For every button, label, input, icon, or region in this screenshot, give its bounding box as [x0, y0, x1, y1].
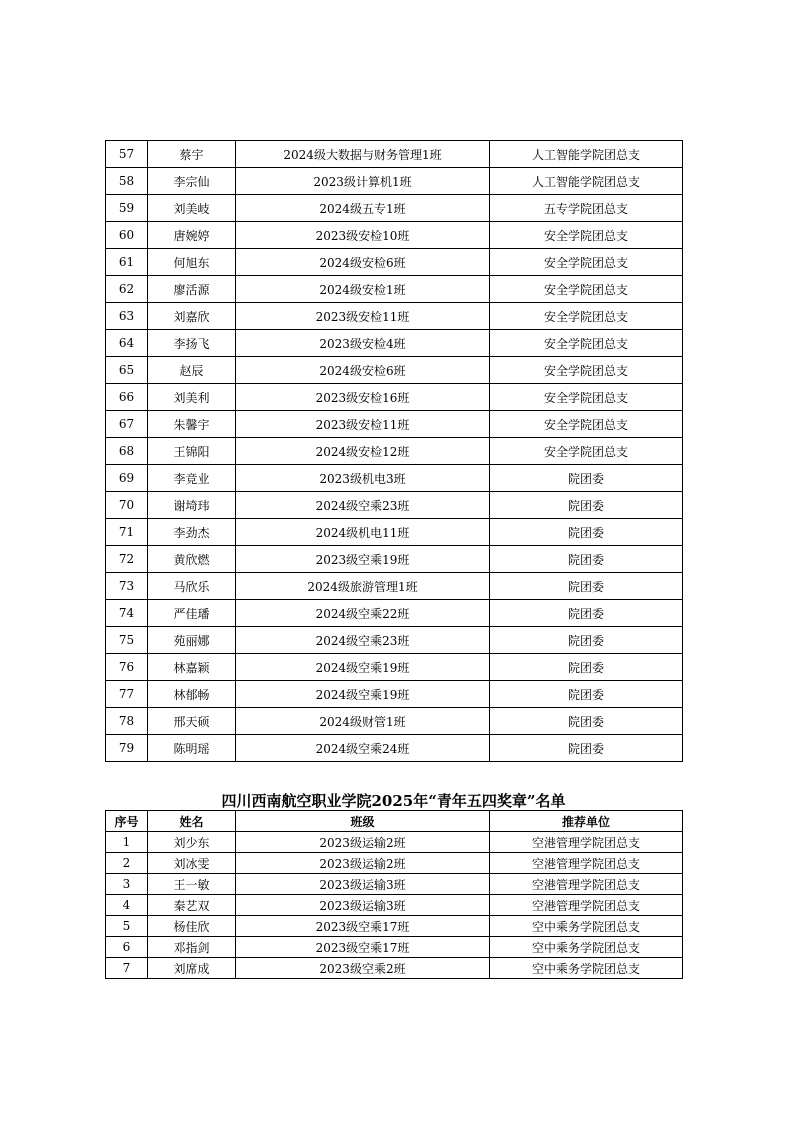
- cell-recommender: 院团委: [490, 573, 683, 600]
- table-row: [106, 519, 683, 546]
- cell-recommender: 院团委: [490, 627, 683, 654]
- cell-class: 2023级安检16班: [236, 384, 490, 411]
- cell-name: 廖活源: [148, 276, 236, 303]
- cell-class: 2023级运输3班: [236, 874, 490, 895]
- youth-may-fourth-medal-table: [105, 810, 683, 979]
- header-index: 序号: [106, 811, 148, 832]
- cell-class: 2024级空乘19班: [236, 681, 490, 708]
- cell-class: 2023级安检11班: [236, 303, 490, 330]
- cell-recommender: 人工智能学院团总支: [490, 141, 683, 168]
- table-row: [106, 438, 683, 465]
- cell-recommender: 五专学院团总支: [490, 195, 683, 222]
- cell-recommender: 院团委: [490, 546, 683, 573]
- cell-index: 3: [106, 874, 148, 895]
- cell-name: 邢天硕: [148, 708, 236, 735]
- cell-class: 2024级空乘22班: [236, 600, 490, 627]
- cell-recommender: 空中乘务学院团总支: [490, 937, 683, 958]
- cell-index: 7: [106, 958, 148, 979]
- table-row: [106, 853, 683, 874]
- table-row: [106, 832, 683, 853]
- table-row: [106, 195, 683, 222]
- cell-index: 78: [106, 708, 148, 735]
- table-body: [106, 141, 683, 762]
- cell-class: 2023级空乘17班: [236, 937, 490, 958]
- cell-recommender: 人工智能学院团总支: [490, 168, 683, 195]
- cell-class: 2023级计算机1班: [236, 168, 490, 195]
- cell-index: 77: [106, 681, 148, 708]
- cell-class: 2024级安检12班: [236, 438, 490, 465]
- cell-name: 邓指剑: [148, 937, 236, 958]
- section-title: 四川西南航空职业学院2025年“青年五四奖章”名单: [221, 792, 566, 810]
- cell-class: 2023级安检4班: [236, 330, 490, 357]
- cell-recommender: 安全学院团总支: [490, 384, 683, 411]
- cell-name: 王锦阳: [148, 438, 236, 465]
- cell-name: 陈明瑶: [148, 735, 236, 762]
- table-header-row: [106, 811, 683, 832]
- cell-name: 杨佳欣: [148, 916, 236, 937]
- cell-name: 刘冰雯: [148, 853, 236, 874]
- cell-recommender: 安全学院团总支: [490, 357, 683, 384]
- cell-recommender: 安全学院团总支: [490, 438, 683, 465]
- cell-index: 79: [106, 735, 148, 762]
- cell-class: 2024级安检1班: [236, 276, 490, 303]
- table-row: [106, 357, 683, 384]
- table-row: [106, 916, 683, 937]
- cell-name: 李宗仙: [148, 168, 236, 195]
- cell-name: 刘美利: [148, 384, 236, 411]
- cell-name: 林嘉颖: [148, 654, 236, 681]
- cell-index: 68: [106, 438, 148, 465]
- cell-index: 63: [106, 303, 148, 330]
- award-list-table-continued: [105, 140, 683, 762]
- cell-recommender: 院团委: [490, 681, 683, 708]
- table-row: [106, 654, 683, 681]
- cell-index: 73: [106, 573, 148, 600]
- cell-recommender: 院团委: [490, 492, 683, 519]
- cell-index: 69: [106, 465, 148, 492]
- table-row: [106, 600, 683, 627]
- cell-class: 2023级安检10班: [236, 222, 490, 249]
- cell-index: 59: [106, 195, 148, 222]
- cell-index: 62: [106, 276, 148, 303]
- cell-index: 66: [106, 384, 148, 411]
- table-row: [106, 330, 683, 357]
- cell-name: 黄欣燃: [148, 546, 236, 573]
- cell-index: 76: [106, 654, 148, 681]
- cell-name: 蔡宇: [148, 141, 236, 168]
- cell-recommender: 安全学院团总支: [490, 276, 683, 303]
- cell-recommender: 空中乘务学院团总支: [490, 916, 683, 937]
- cell-class: 2024级空乘19班: [236, 654, 490, 681]
- cell-class: 2024级安检6班: [236, 357, 490, 384]
- cell-name: 李竞业: [148, 465, 236, 492]
- cell-class: 2024级空乘24班: [236, 735, 490, 762]
- cell-class: 2024级机电11班: [236, 519, 490, 546]
- cell-recommender: 空港管理学院团总支: [490, 832, 683, 853]
- cell-recommender: 院团委: [490, 600, 683, 627]
- cell-name: 严佳璠: [148, 600, 236, 627]
- cell-name: 林郁畅: [148, 681, 236, 708]
- table-row: [106, 937, 683, 958]
- table-row: [106, 492, 683, 519]
- header-class: 班级: [236, 811, 490, 832]
- cell-recommender: 安全学院团总支: [490, 411, 683, 438]
- cell-class: 2023级运输2班: [236, 853, 490, 874]
- cell-index: 64: [106, 330, 148, 357]
- cell-index: 6: [106, 937, 148, 958]
- cell-recommender: 空港管理学院团总支: [490, 853, 683, 874]
- cell-class: 2023级安检11班: [236, 411, 490, 438]
- table-row: [106, 573, 683, 600]
- cell-name: 刘嘉欣: [148, 303, 236, 330]
- cell-index: 1: [106, 832, 148, 853]
- cell-class: 2024级空乘23班: [236, 492, 490, 519]
- cell-recommender: 空中乘务学院团总支: [490, 958, 683, 979]
- cell-recommender: 安全学院团总支: [490, 330, 683, 357]
- table-row: [106, 249, 683, 276]
- header-recommender: 推荐单位: [490, 811, 683, 832]
- table-row: [106, 465, 683, 492]
- table-row: [106, 895, 683, 916]
- cell-index: 74: [106, 600, 148, 627]
- table-row: [106, 735, 683, 762]
- cell-class: 2023级运输3班: [236, 895, 490, 916]
- table-row: [106, 708, 683, 735]
- cell-name: 秦艺双: [148, 895, 236, 916]
- cell-class: 2023级运输2班: [236, 832, 490, 853]
- cell-class: 2023级空乘19班: [236, 546, 490, 573]
- cell-index: 67: [106, 411, 148, 438]
- cell-recommender: 院团委: [490, 465, 683, 492]
- cell-name: 唐婉婷: [148, 222, 236, 249]
- cell-recommender: 空港管理学院团总支: [490, 895, 683, 916]
- cell-recommender: 安全学院团总支: [490, 249, 683, 276]
- table-row: [106, 411, 683, 438]
- cell-recommender: 安全学院团总支: [490, 222, 683, 249]
- cell-class: 2023级机电3班: [236, 465, 490, 492]
- cell-class: 2024级空乘23班: [236, 627, 490, 654]
- cell-class: 2023级空乘2班: [236, 958, 490, 979]
- cell-name: 李扬飞: [148, 330, 236, 357]
- cell-name: 马欣乐: [148, 573, 236, 600]
- cell-index: 70: [106, 492, 148, 519]
- cell-index: 57: [106, 141, 148, 168]
- cell-class: 2023级空乘17班: [236, 916, 490, 937]
- cell-index: 60: [106, 222, 148, 249]
- cell-class: 2024级安检6班: [236, 249, 490, 276]
- table-body: [106, 832, 683, 979]
- cell-name: 刘美岐: [148, 195, 236, 222]
- cell-index: 61: [106, 249, 148, 276]
- cell-name: 朱馨宇: [148, 411, 236, 438]
- table-row: [106, 681, 683, 708]
- cell-name: 赵辰: [148, 357, 236, 384]
- cell-index: 72: [106, 546, 148, 573]
- cell-name: 刘席成: [148, 958, 236, 979]
- cell-index: 4: [106, 895, 148, 916]
- cell-recommender: 安全学院团总支: [490, 303, 683, 330]
- table-row: [106, 384, 683, 411]
- table-row: [106, 874, 683, 895]
- cell-recommender: 院团委: [490, 708, 683, 735]
- cell-recommender: 院团委: [490, 519, 683, 546]
- table-row: [106, 627, 683, 654]
- table-row: [106, 303, 683, 330]
- table-row: [106, 958, 683, 979]
- cell-name: 谢埼玮: [148, 492, 236, 519]
- cell-name: 李劲杰: [148, 519, 236, 546]
- cell-recommender: 院团委: [490, 654, 683, 681]
- cell-class: 2024级大数据与财务管理1班: [236, 141, 490, 168]
- cell-index: 2: [106, 853, 148, 874]
- cell-recommender: 院团委: [490, 735, 683, 762]
- cell-index: 5: [106, 916, 148, 937]
- cell-class: 2024级财管1班: [236, 708, 490, 735]
- table-row: [106, 168, 683, 195]
- header-name: 姓名: [148, 811, 236, 832]
- cell-name: 苑丽娜: [148, 627, 236, 654]
- cell-index: 65: [106, 357, 148, 384]
- cell-class: 2024级旅游管理1班: [236, 573, 490, 600]
- cell-index: 75: [106, 627, 148, 654]
- table-row: [106, 141, 683, 168]
- cell-name: 王一敏: [148, 874, 236, 895]
- table-row: [106, 546, 683, 573]
- cell-index: 58: [106, 168, 148, 195]
- cell-name: 刘少东: [148, 832, 236, 853]
- table-row: [106, 276, 683, 303]
- table-row: [106, 222, 683, 249]
- cell-name: 何旭东: [148, 249, 236, 276]
- cell-class: 2024级五专1班: [236, 195, 490, 222]
- cell-index: 71: [106, 519, 148, 546]
- cell-recommender: 空港管理学院团总支: [490, 874, 683, 895]
